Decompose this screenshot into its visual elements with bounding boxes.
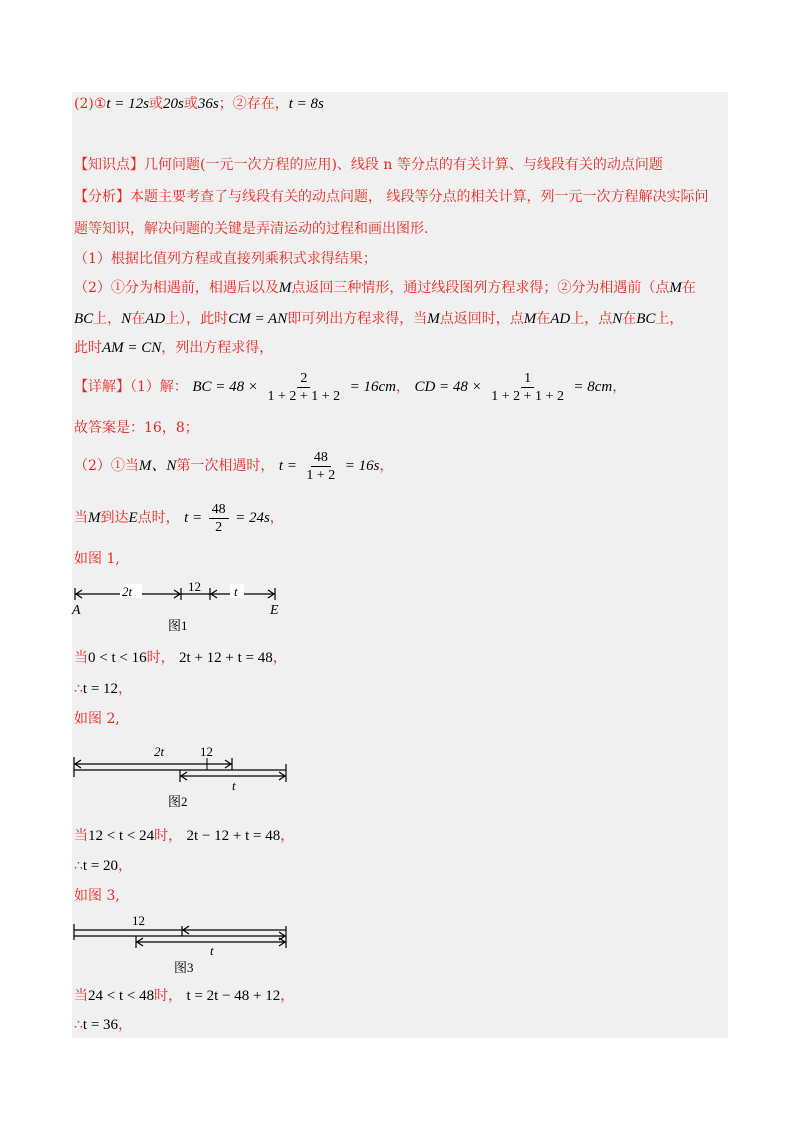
case2-label: 如图 2, (74, 711, 120, 727)
meet-fraction: $\frac{48}{1 + 2}$ (306, 449, 336, 483)
case1-solution: ∴t = 12， (74, 681, 133, 697)
case3-solution: ∴t = 36， (74, 1017, 133, 1033)
answer1-line: 故答案是：16，8； (74, 420, 199, 436)
detail-line1: 【详解】（1）解： BC = 48 × $\frac{2}{1 + 2 + 1 + 2}$ = 16cm， CD = 48 × $\frac{1}{1 + 2 + 1 + 2}$ = 8cm， (74, 370, 627, 404)
fig3-caption: 图3 (174, 960, 194, 975)
figure-3 (70, 912, 295, 978)
meet-line: （2）①当M、N第一次相遇时， t = $\frac{48}{1 + 2}$ = 16s， (74, 449, 394, 483)
analysis-line5: BC上，N在AD上），此时CM = AN即可列出方程求得，当M点返回时，点M在AD上，点N在BC上， (74, 311, 684, 327)
analysis-line4: （2）①分为相遇前，相遇后以及M点返回三种情形，通过线段图列方程求得；②分为相遇前（点M在 (74, 280, 696, 296)
fig1-caption: 图1 (168, 618, 188, 633)
bc-fraction: $\frac{2}{1 + 2 + 1 + 2}$ (267, 370, 341, 404)
fig2-mid-label: 12 (200, 744, 213, 759)
case2-condition: 当12 < t < 24时， 2t − 12 + t = 48， (74, 828, 295, 844)
reach-line: 当M到达E点时， t = $\frac{48}{2}$ = 24s， (74, 501, 284, 535)
figure-2 (70, 742, 295, 810)
fig3-top-label: 12 (132, 913, 145, 928)
answer-part2: (2)①t = 12s或20s或36s；②存在，t = 8s (74, 96, 324, 112)
case2-solution: ∴t = 20， (74, 858, 133, 874)
fig1-seg3-label: t (234, 584, 238, 599)
fig3-bottom-label: t (210, 943, 214, 958)
case3-condition: 当24 < t < 48时， t = 2t − 48 + 12， (74, 988, 295, 1004)
analysis-line1: 【分析】本题主要考查了与线段有关的动点问题， 线段等分点的相关计算，列一元一次方程解决实际问 (74, 189, 709, 205)
fig1-seg1-label: 2t (122, 584, 133, 599)
reach-fraction: $\frac{48}{2}$ (209, 501, 229, 536)
analysis-line2: 题等知识，解决问题的关键是弄清运动的过程和画出图形. (74, 221, 429, 237)
case1-condition: 当0 < t < 16时， 2t + 12 + t = 48， (74, 650, 287, 666)
figure-1 (70, 578, 290, 636)
analysis-line3: （1）根据比值列方程或直接列乘积式求得结果； (74, 251, 377, 267)
case1-label: 如图 1, (74, 551, 120, 567)
case3-label: 如图 3, (74, 888, 120, 904)
fig1-point-a: A (72, 603, 81, 618)
fig1-point-e: E (270, 603, 279, 618)
fig2-bottom-label: t (232, 778, 236, 793)
fig2-caption: 图2 (168, 794, 188, 809)
knowledge-point: 【知识点】几何问题(一元一次方程的应用)、线段 n 等分点的有关计算、与线段有关的动点问题 (74, 157, 663, 173)
fig1-seg2-label: 12 (188, 579, 201, 594)
analysis-line6: 此时AM = CN，列出方程求得， (74, 340, 274, 356)
cd-fraction: $\frac{1}{1 + 2 + 1 + 2}$ (491, 370, 564, 404)
fig2-top-label: 2t (154, 744, 165, 759)
